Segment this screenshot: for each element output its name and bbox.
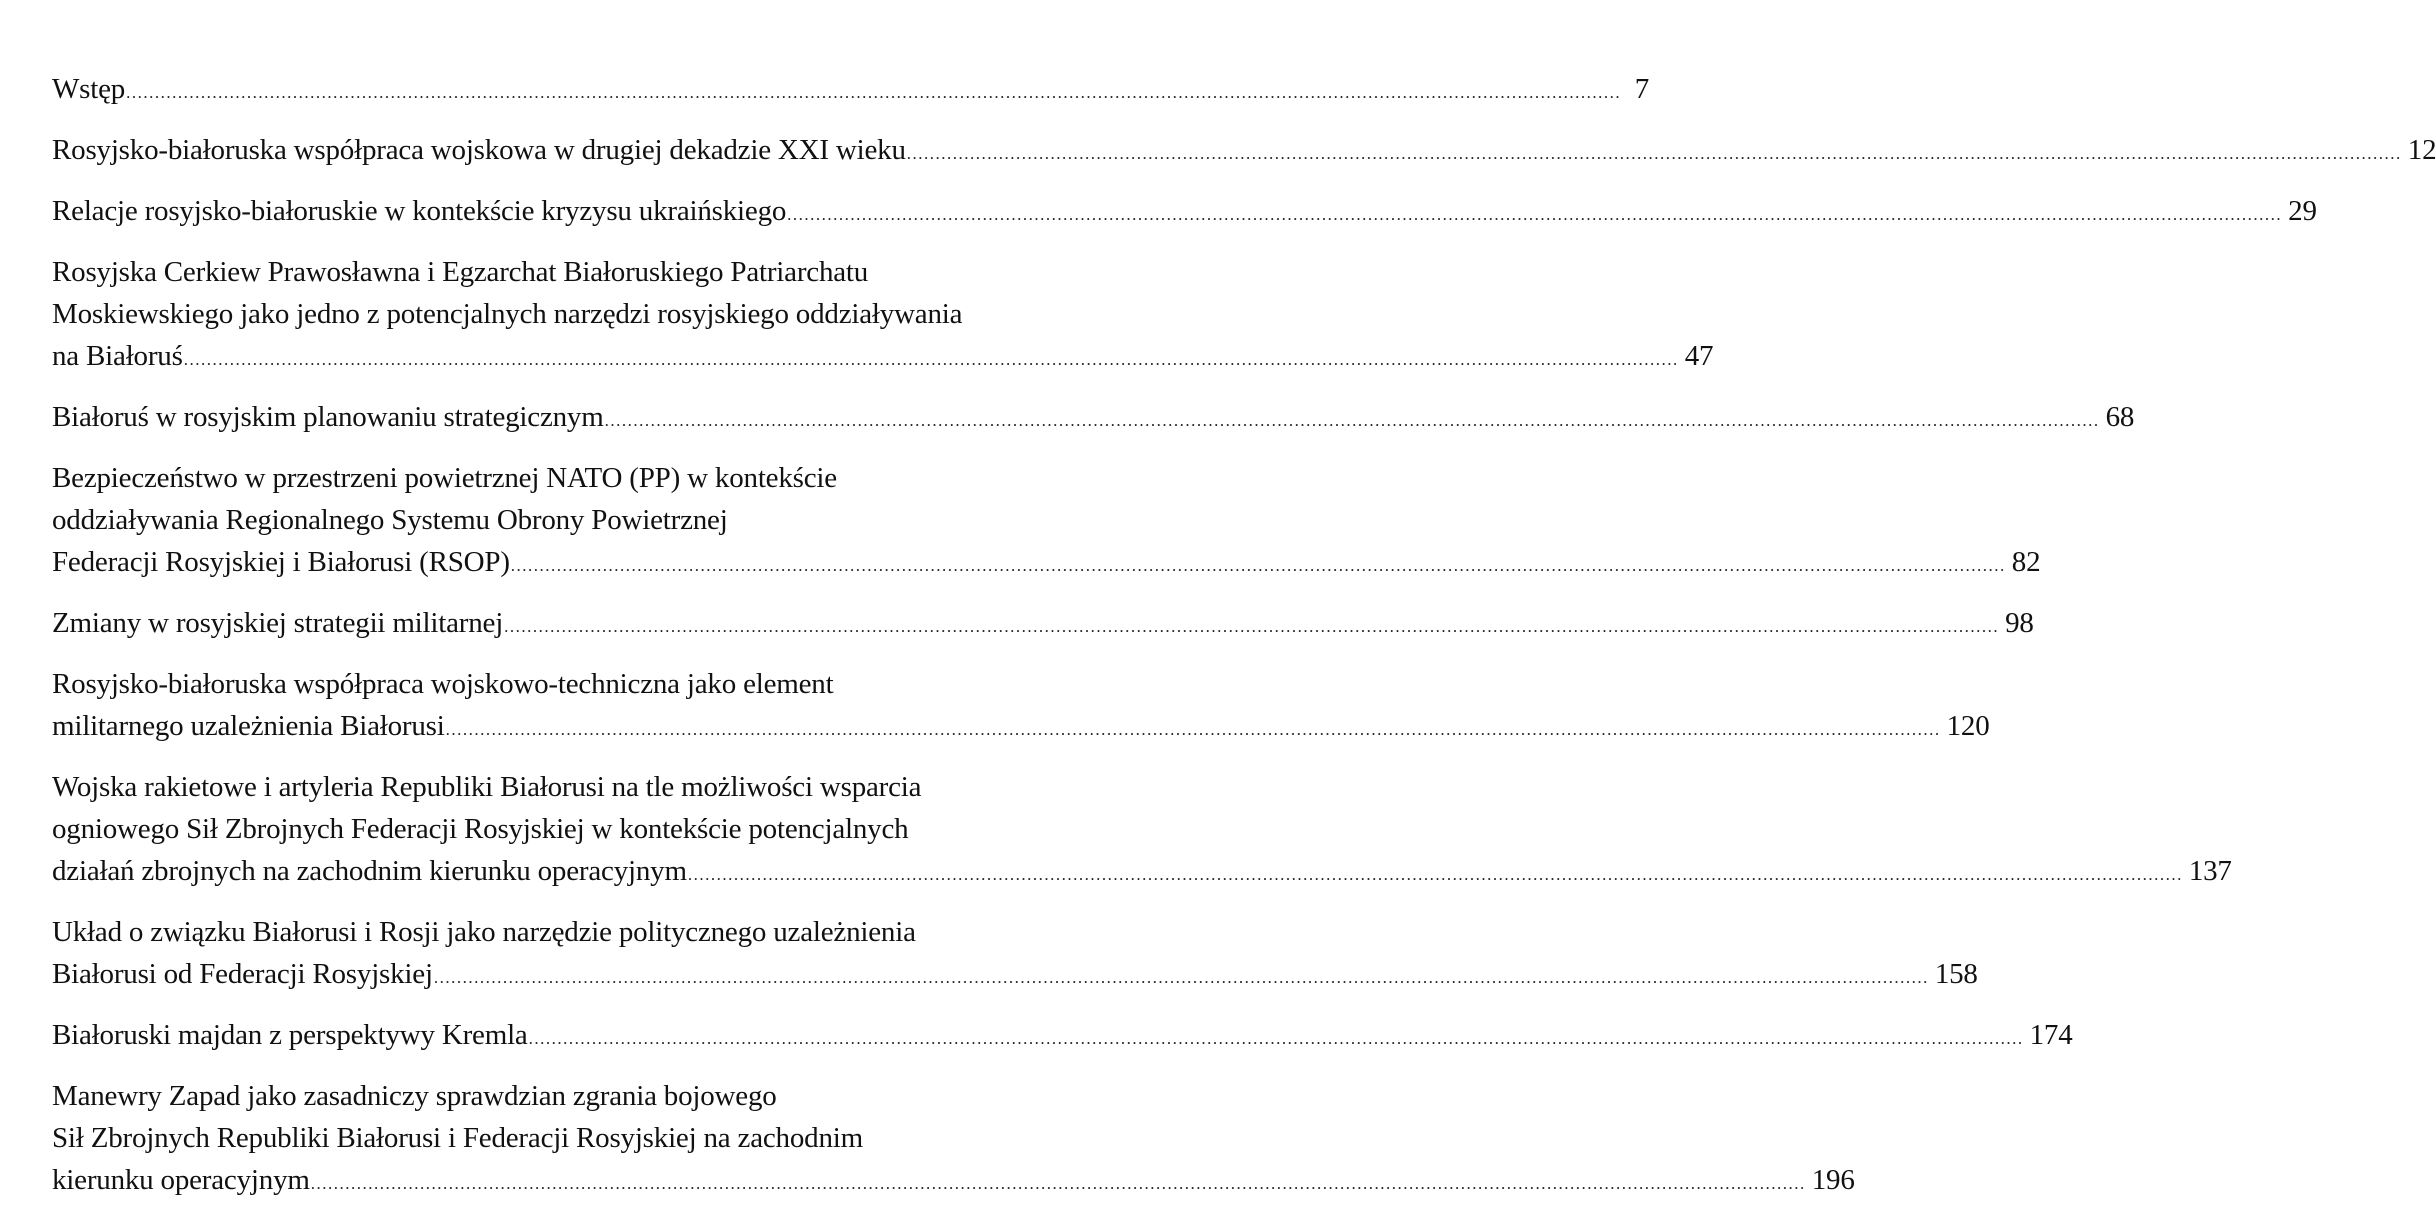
toc-page-number: 158 <box>1934 958 1978 990</box>
dot-leader: .................................................................................................................................................................................................................................................................... <box>433 968 1929 987</box>
toc-page-number: 68 <box>2105 401 2135 433</box>
toc-entry <box>52 129 2436 175</box>
toc-entry <box>52 68 1650 114</box>
toc-entry-title-line: Rosyjska Cerkiew Prawosławna i Egzarchat Białoruskiego Patriarchatu <box>52 256 869 288</box>
toc-entry <box>52 663 1990 751</box>
toc-page-number: 29 <box>2288 195 2317 227</box>
toc-entry-last-line <box>52 541 2041 587</box>
dot-leader: .................................................................................................................................................................................................................................................................... <box>528 1029 2024 1048</box>
toc-entry-last-line <box>52 129 2436 175</box>
toc-page-number: 12 <box>2407 134 2436 166</box>
toc-entry-title-line: Federacji Rosyjskiej i Białorusi (RSOP) <box>52 546 510 578</box>
toc-entry <box>52 1014 2073 1060</box>
toc-entry <box>52 457 2041 587</box>
toc-page-number: 98 <box>2005 607 2034 639</box>
toc-page-number: 7 <box>1634 73 1650 105</box>
dot-leader: .................................................................................................................................................................................................................................................................... <box>126 83 1622 102</box>
toc-entry-title-line: Białorusi od Federacji Rosyjskiej <box>52 958 433 990</box>
toc-entry-title-line: Wojska rakietowe i artyleria Republiki Białorusi na tle możliwości wsparcia <box>52 771 922 803</box>
toc-entry-last-line <box>52 68 1650 114</box>
toc-entry <box>52 911 1978 999</box>
dot-leader: .................................................................................................................................................................................................................................................................... <box>510 556 2006 575</box>
toc-entry-title-line: Manewry Zapad jako zasadniczy sprawdzian zgrania bojowego <box>52 1080 777 1112</box>
toc-entry-title-line: Relacje rosyjsko-białoruskie w kontekście kryzysu ukraińskiego <box>52 195 787 227</box>
dot-leader: .................................................................................................................................................................................................................................................................... <box>183 350 1679 369</box>
dot-leader: .................................................................................................................................................................................................................................................................... <box>604 411 2100 430</box>
toc-entry-last-line <box>52 190 2317 236</box>
table-of-contents <box>52 68 2436 1220</box>
dot-leader: .................................................................................................................................................................................................................................................................... <box>504 617 2000 636</box>
toc-entry-last-line <box>52 1014 2073 1060</box>
toc-entry <box>52 602 2034 648</box>
toc-entry-title-line: oddziaływania Regionalnego Systemu Obrony Powietrznej <box>52 504 728 536</box>
toc-page-number: 82 <box>2011 546 2041 578</box>
toc-entry-last-line <box>52 850 2232 896</box>
toc-entry-title-line: Bezpieczeństwo w przestrzeni powietrznej NATO (PP) w kontekście <box>52 462 837 494</box>
dot-leader: .................................................................................................................................................................................................................................................................... <box>787 205 2283 224</box>
toc-entry-title-line: na Białoruś <box>52 340 183 372</box>
toc-entry-title-line: Rosyjsko-białoruska współpraca wojskowa w drugiej dekadzie XXI wieku <box>52 134 906 166</box>
toc-entry-title-line: militarnego uzależnienia Białorusi <box>52 710 445 742</box>
toc-page-number: 120 <box>1946 710 1990 742</box>
toc-entry-last-line <box>52 1159 1855 1205</box>
toc-page-number: 137 <box>2188 855 2232 887</box>
dot-leader: .................................................................................................................................................................................................................................................................... <box>310 1174 1806 1193</box>
toc-entry <box>52 766 2232 896</box>
toc-entry-last-line <box>52 602 2034 648</box>
toc-entry-last-line <box>52 335 1714 381</box>
toc-entry-title-line: Zmiany w rosyjskiej strategii militarnej <box>52 607 504 639</box>
toc-entry-title-line: Sił Zbrojnych Republiki Białorusi i Federacji Rosyjskiej na zachodnim <box>52 1122 863 1154</box>
toc-entry-title-line: Wstęp <box>52 73 126 105</box>
toc-entry <box>52 1075 1855 1205</box>
toc-entry-last-line <box>52 953 1978 999</box>
toc-entry <box>52 251 1714 381</box>
toc-entry-title-line: Białoruski majdan z perspektywy Kremla <box>52 1019 528 1051</box>
toc-entry-title-line: Rosyjsko-białoruska współpraca wojskowo-techniczna jako element <box>52 668 834 700</box>
toc-page-number: 174 <box>2029 1019 2073 1051</box>
toc-entry <box>52 396 2135 442</box>
toc-entry-title-line: Moskiewskiego jako jedno z potencjalnych narzędzi rosyjskiego oddziaływania <box>52 298 963 330</box>
dot-leader: .................................................................................................................................................................................................................................................................... <box>906 144 2402 163</box>
toc-entry-title-line: Układ o związku Białorusi i Rosji jako narzędzie politycznego uzależnienia <box>52 916 916 948</box>
toc-entry-last-line <box>52 705 1990 751</box>
dot-leader: .................................................................................................................................................................................................................................................................... <box>445 720 1941 739</box>
toc-entry-title-line: Białoruś w rosyjskim planowaniu strategicznym <box>52 401 604 433</box>
dot-leader: .................................................................................................................................................................................................................................................................... <box>687 865 2183 884</box>
toc-entry <box>52 190 2317 236</box>
toc-entry-title-line: kierunku operacyjnym <box>52 1164 310 1196</box>
toc-entry-last-line <box>52 396 2135 442</box>
toc-entry-title-line: ogniowego Sił Zbrojnych Federacji Rosyjskiej w kontekście potencjalnych <box>52 813 909 845</box>
toc-entry-title-line: działań zbrojnych na zachodnim kierunku operacyjnym <box>52 855 687 887</box>
toc-page-number: 47 <box>1684 340 1714 372</box>
toc-page-number: 196 <box>1811 1164 1855 1196</box>
